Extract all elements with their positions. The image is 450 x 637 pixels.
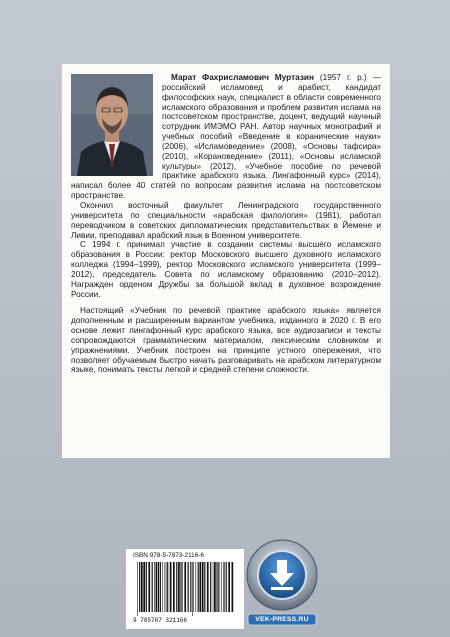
barcode-bar <box>202 562 204 612</box>
barcode-bar <box>166 562 167 612</box>
author-name: Марат Фахрисламович Муртазин <box>171 73 314 82</box>
barcode-bar <box>196 562 197 612</box>
barcode-bar <box>216 562 217 612</box>
barcode-bar <box>182 562 183 612</box>
barcode-block <box>126 549 244 629</box>
barcode-bar <box>188 562 189 612</box>
barcode-bar <box>210 562 211 612</box>
barcode-bar <box>207 562 209 612</box>
bio-paragraph-1: (1957 г. р.) — российский исламовед и арабист, кандидат философских наук, специалист в области современного исламского образования и проблем развития ислама на постсоветском пространстве, доцент, ведущий научный сотрудник ИМЭМО РАН. Автор научных монографий и учебных пособий «Введение в коранические науки» (2006), «Исламоведение» (2008), «Основы тафсира» (2010), «Корановедение» (2011), «Основы исламской культуры» (2012), «Учебное пособие по речевой практике арабского языка. Лингафонный курс» (2014), написал более 40 статей по вопросам развития ислама на постсоветском пространстве. <box>71 73 381 201</box>
barcode-bar <box>180 562 181 612</box>
barcode-bar <box>232 562 234 612</box>
barcode-bar <box>218 562 219 612</box>
badge-label: VEK-PRESS.RU <box>255 616 309 623</box>
barcode-bar <box>176 562 177 612</box>
author-portrait <box>71 74 153 176</box>
barcode-digits: 9 785787 321166 <box>133 617 188 624</box>
bio-paragraph-3: С 1994 г. принимал участие в создании системы высшего исламского образования в России: ректор Московского высшего духовного исламского колледжа (1994–1999), ректор Московского исламского университета (1999–2012), председатель Совета по исламскому образованию (2010–2012). Награжден орденом Дружбы за большой вклад в духовное возрождение России. <box>71 240 381 299</box>
publisher-badge[interactable] <box>244 535 320 631</box>
barcode-bar <box>190 562 191 612</box>
barcode-bar <box>165 562 166 612</box>
barcode-bar <box>137 562 138 616</box>
barcode-bar <box>158 562 159 612</box>
text-panel <box>62 64 390 458</box>
barcode-bar <box>160 562 161 612</box>
barcode-bar <box>228 562 230 612</box>
barcode-bar <box>221 562 222 612</box>
barcode-bar <box>167 562 168 612</box>
barcode-bar <box>154 562 155 612</box>
barcode-bar <box>143 562 145 612</box>
barcode-bar <box>170 562 172 612</box>
barcode-bar <box>204 562 205 612</box>
barcode-bar <box>139 562 140 612</box>
book-description: Настоящий «Учебник по речевой практике арабского языка» является дополненным и расширенным вариантом учебника, изданного в 2020 г. В его основе лежит лингафонный курс арабского языка, все аудиозаписи и тексты сопровождаются грамматическим материалом, лексическим словником и упражнениями. Учебник построен на принципе устного опережения, что позволяет обучаемым быстро начать разговаривать на арабском литературном языке, понимать тексты легкой и средней степени сложности. <box>71 306 381 375</box>
barcode-bar <box>184 562 186 612</box>
barcode-bar <box>213 562 214 612</box>
author-bio <box>71 73 381 299</box>
barcode-bar <box>141 562 143 612</box>
barcode-bar <box>152 562 153 612</box>
barcode-bar <box>224 562 225 612</box>
barcode-bar <box>178 562 180 612</box>
barcode-bar <box>146 562 147 612</box>
barcode-bar <box>223 562 224 612</box>
barcode-bar <box>173 562 175 612</box>
barcode-bar <box>198 562 199 612</box>
barcode-bar <box>162 562 163 612</box>
barcode-bar <box>192 562 193 616</box>
barcode-bar <box>156 562 158 612</box>
bio-paragraph-2: Окончил восточный факультет Ленинградского государственного университета по специальности «арабская филология» (1981), работал переводчиком в советских дипломатических представительствах в Йемене и Ливии, преподавал арабский язык в Военном университете. <box>71 200 381 240</box>
barcode-bar <box>199 562 201 612</box>
barcode-bar <box>193 562 194 612</box>
isbn-label: ISBN 978-5-7873-2116-6 <box>133 552 204 559</box>
barcode-bar <box>148 562 150 612</box>
barcode <box>135 562 235 616</box>
barcode-bar <box>226 562 227 612</box>
barcode-bar <box>214 562 216 612</box>
